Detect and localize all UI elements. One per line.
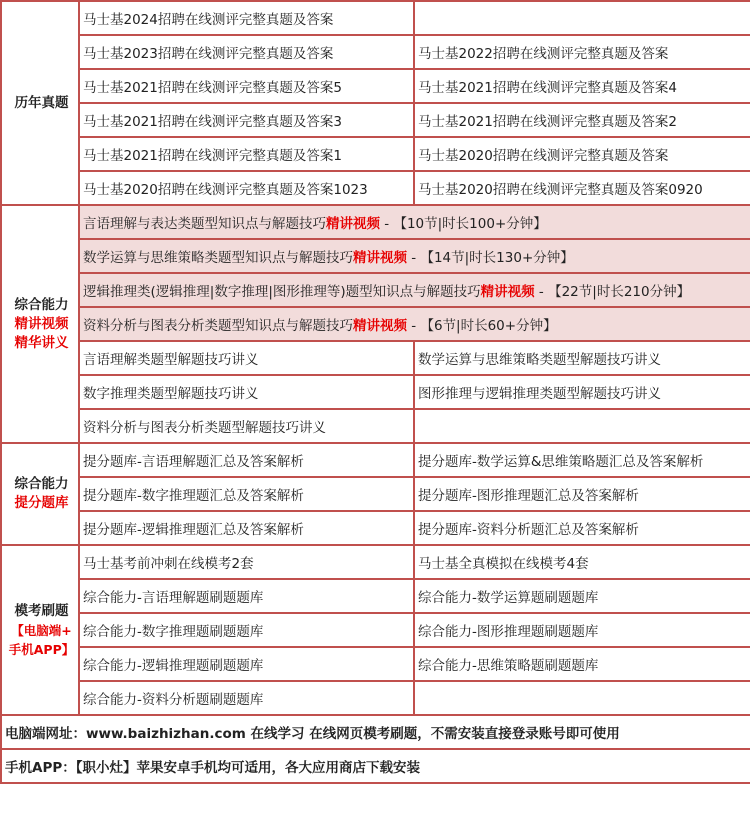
footer-app-info: 手机APP：【职小灶】苹果安卓手机均可适用，各大应用商店下载安装 (1, 749, 750, 783)
mock-link[interactable]: 综合能力-数字推理题刷题题库 (79, 613, 414, 647)
empty-cell (414, 409, 750, 443)
mock-link[interactable]: 综合能力-数学运算题刷题题库 (414, 579, 750, 613)
notes-link[interactable]: 数字推理类题型解题技巧讲义 (79, 375, 414, 409)
practice-link[interactable]: 提分题库-图形推理题汇总及答案解析 (414, 477, 750, 511)
practice-link[interactable]: 提分题库-逻辑推理题汇总及答案解析 (79, 511, 414, 545)
mock-link[interactable]: 综合能力-逻辑推理题刷题题库 (79, 647, 414, 681)
mock-link[interactable]: 综合能力-图形推理题刷题题库 (414, 613, 750, 647)
past-item-link[interactable]: 马士基2023招聘在线测评完整真题及答案 (79, 35, 414, 69)
past-item-link[interactable]: 马士基2021招聘在线测评完整真题及答案2 (414, 103, 750, 137)
notes-link[interactable]: 言语理解类题型解题技巧讲义 (79, 341, 414, 375)
section-title-videos: 综合能力 精讲视频 精华讲义 (1, 205, 79, 443)
mock-link[interactable]: 综合能力-资料分析题刷题题库 (79, 681, 414, 715)
video-course-link[interactable]: 数学运算与思维策略类题型知识点与解题技巧精讲视频 - 【14节|时长130+分钟】 (79, 239, 750, 273)
past-item-link[interactable]: 马士基2020招聘在线测评完整真题及答案 (414, 137, 750, 171)
past-item-link[interactable]: 马士基2020招聘在线测评完整真题及答案0920 (414, 171, 750, 205)
mock-link[interactable]: 马士基考前冲刺在线模考2套 (79, 545, 414, 579)
video-course-link[interactable]: 逻辑推理类(逻辑推理|数字推理|图形推理等)题型知识点与解题技巧精讲视频 - 【22节|时长210分钟】 (79, 273, 750, 307)
section-title-practice: 综合能力 提分题库 (1, 443, 79, 545)
past-item-link[interactable]: 马士基2020招聘在线测评完整真题及答案1023 (79, 171, 414, 205)
empty-cell (414, 1, 750, 35)
section-title-past: 历年真题 (1, 1, 79, 205)
past-item-link[interactable]: 马士基2021招聘在线测评完整真题及答案4 (414, 69, 750, 103)
video-course-link[interactable]: 资料分析与图表分析类题型知识点与解题技巧精讲视频 - 【6节|时长60+分钟】 (79, 307, 750, 341)
empty-cell (414, 681, 750, 715)
notes-link[interactable]: 资料分析与图表分析类题型解题技巧讲义 (79, 409, 414, 443)
past-item-link[interactable]: 马士基2021招聘在线测评完整真题及答案1 (79, 137, 414, 171)
mock-link[interactable]: 综合能力-思维策略题刷题题库 (414, 647, 750, 681)
past-item-link[interactable]: 马士基2021招聘在线测评完整真题及答案3 (79, 103, 414, 137)
practice-link[interactable]: 提分题库-资料分析题汇总及答案解析 (414, 511, 750, 545)
video-course-link[interactable]: 言语理解与表达类题型知识点与解题技巧精讲视频 - 【10节|时长100+分钟】 (79, 205, 750, 239)
notes-link[interactable]: 图形推理与逻辑推理类题型解题技巧讲义 (414, 375, 750, 409)
past-item-link[interactable]: 马士基2021招聘在线测评完整真题及答案5 (79, 69, 414, 103)
notes-link[interactable]: 数学运算与思维策略类题型解题技巧讲义 (414, 341, 750, 375)
mock-link[interactable]: 综合能力-言语理解题刷题题库 (79, 579, 414, 613)
practice-link[interactable]: 提分题库-言语理解题汇总及答案解析 (79, 443, 414, 477)
past-item-link[interactable]: 马士基2022招聘在线测评完整真题及答案 (414, 35, 750, 69)
past-item-link[interactable]: 马士基2024招聘在线测评完整真题及答案 (79, 1, 414, 35)
practice-link[interactable]: 提分题库-数字推理题汇总及答案解析 (79, 477, 414, 511)
section-title-mock: 模考刷题 【电脑端+ 手机APP】 (1, 545, 79, 715)
practice-link[interactable]: 提分题库-数学运算&思维策略题汇总及答案解析 (414, 443, 750, 477)
footer-website-info: 电脑端网址：www.baizhizhan.com 在线学习 在线网页模考刷题，不需安装直接登录账号即可使用 (1, 715, 750, 749)
mock-link[interactable]: 马士基全真模拟在线模考4套 (414, 545, 750, 579)
